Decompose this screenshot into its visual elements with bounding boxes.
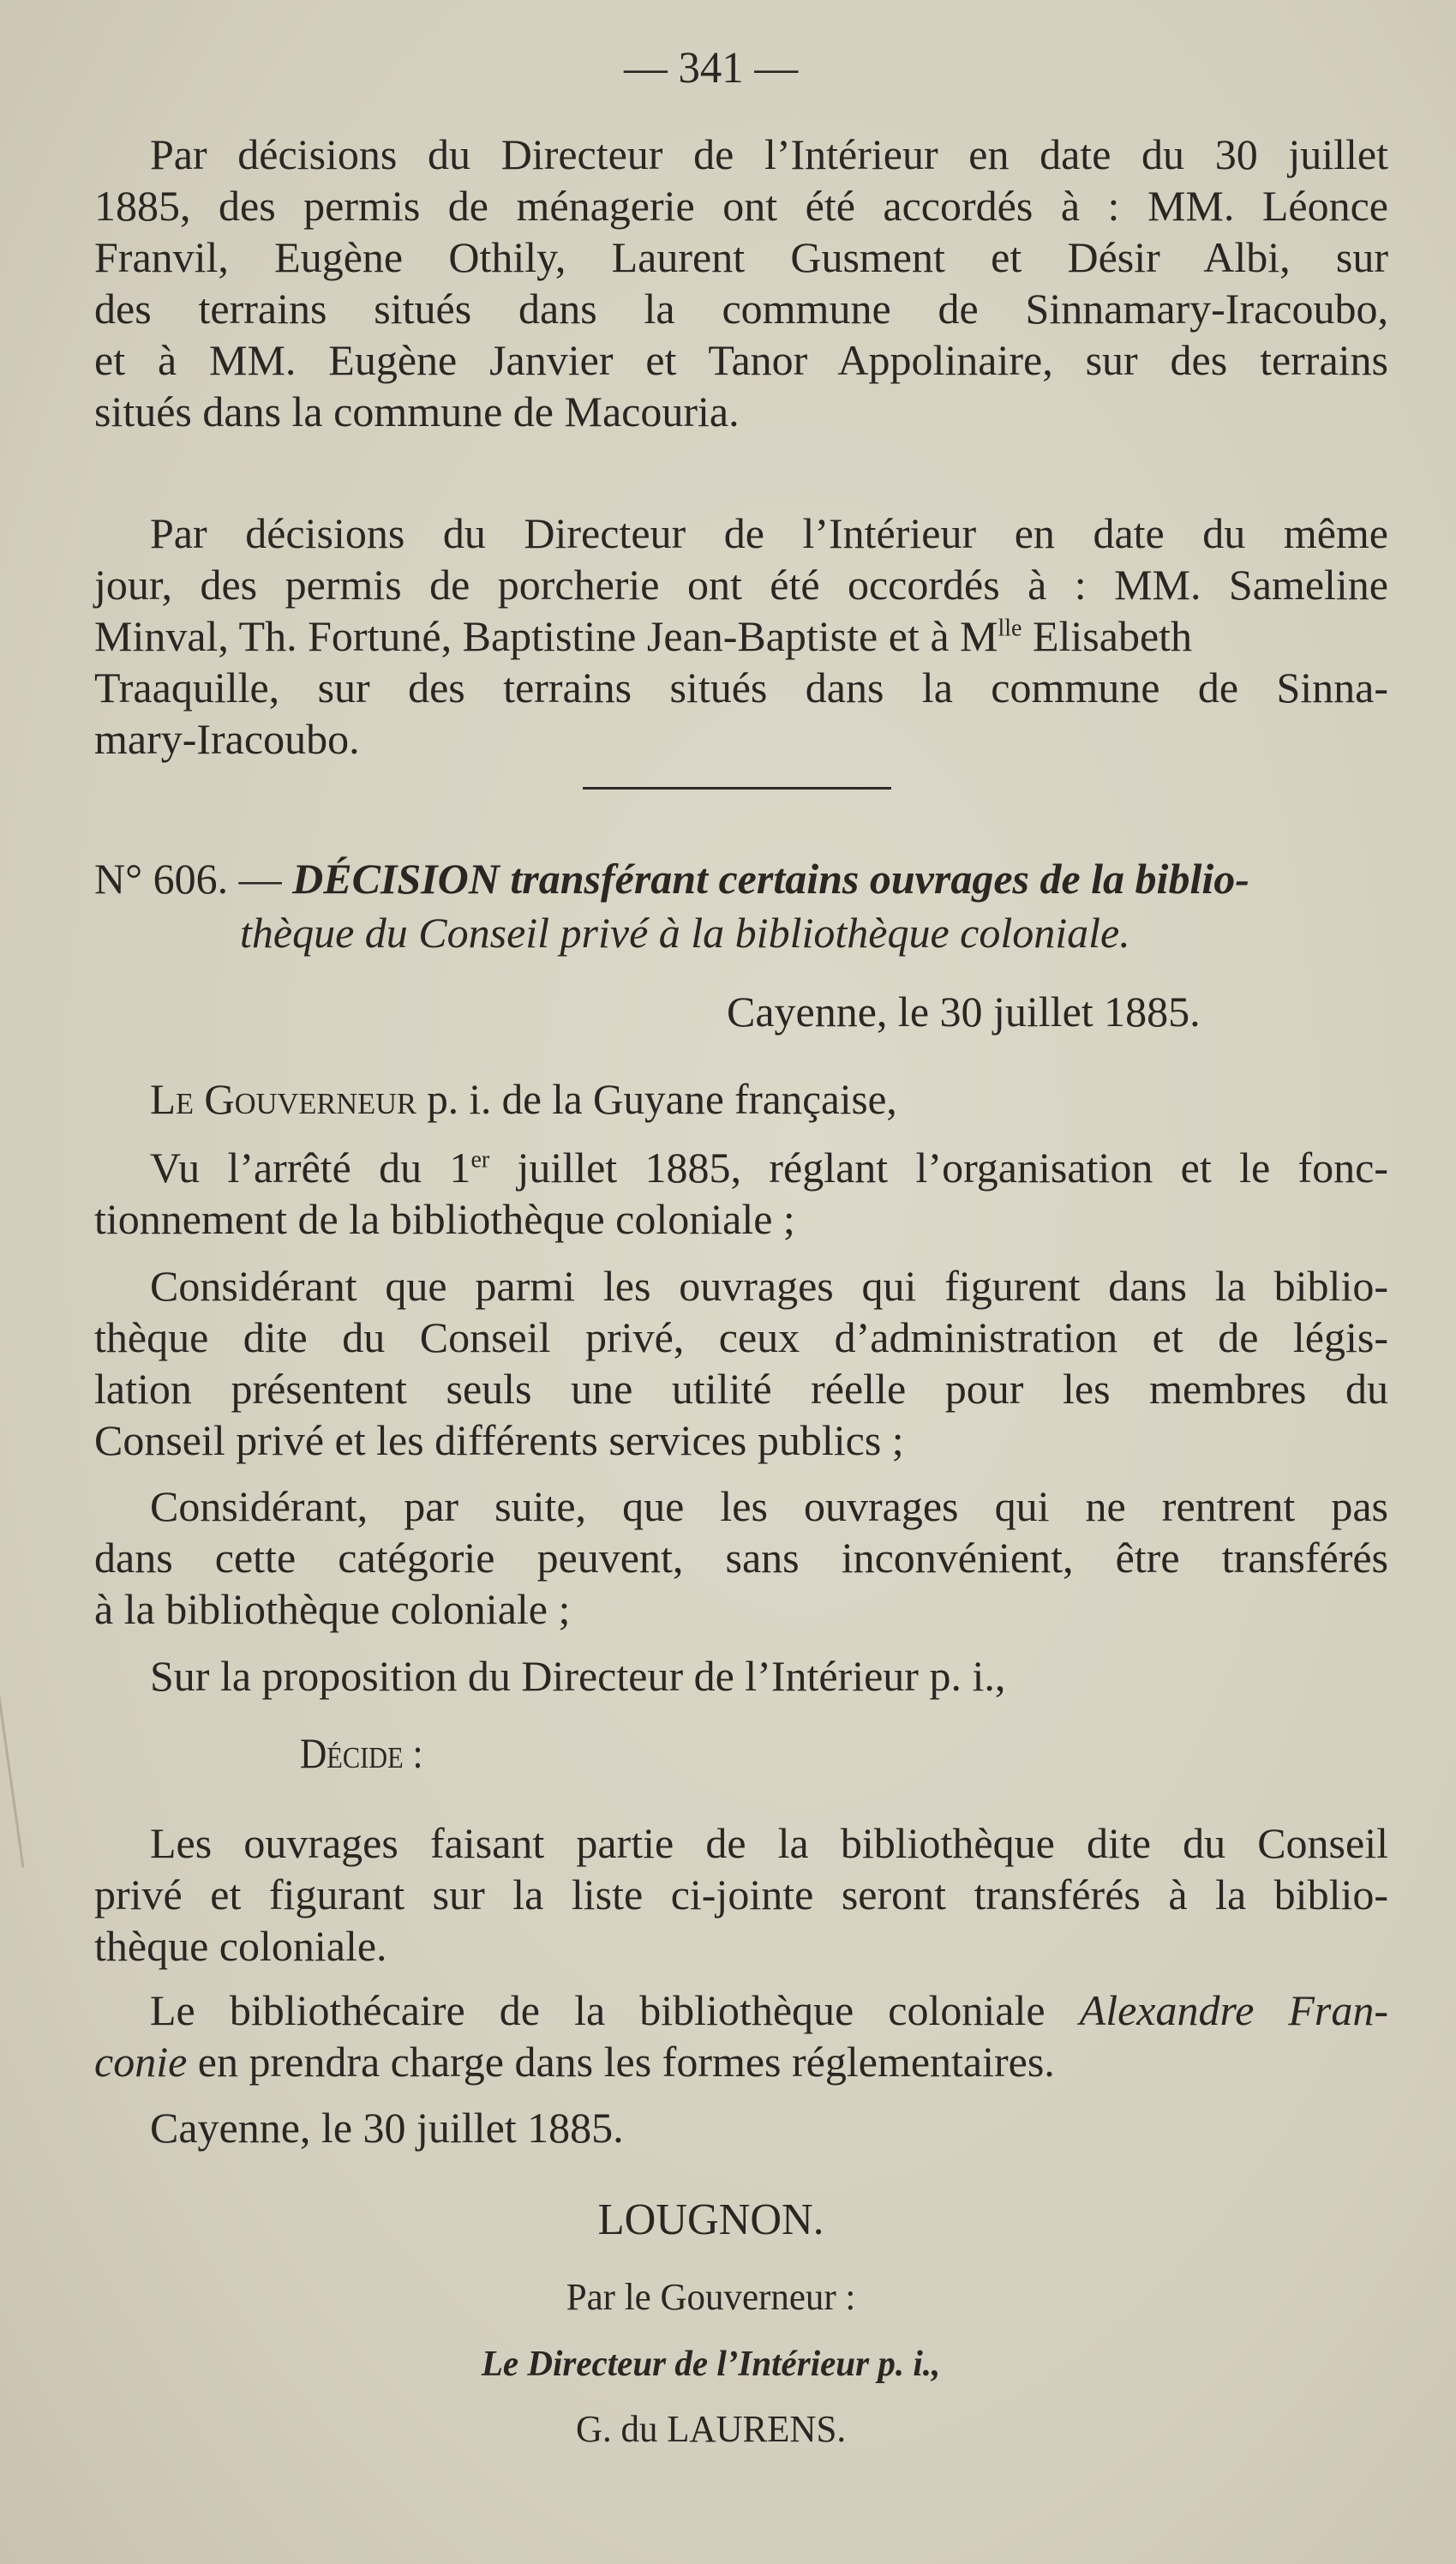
page-number: — 341 — [623, 44, 799, 93]
text-line: Franvil, Eugène Othily, Laurent Gusment et Désir Albi, sur [94, 233, 1388, 281]
text-line: privé et figurant sur la liste ci-jointe seront transférés à la biblio- [94, 1870, 1388, 1918]
person-name: conie [94, 2038, 188, 2086]
text-line: lation présentent seuls une utilité réelle pour les membres du [94, 1365, 1388, 1413]
signature-name-2: G. du LAURENS. [575, 2408, 847, 2450]
text-line: Traaquille, sur des terrains situés dans la commune de Sinna- [94, 664, 1388, 712]
text-line [94, 610, 1388, 662]
text-fragment: Elisabeth [1022, 612, 1193, 660]
signature-par: Par le Gouverneur : [566, 2276, 856, 2318]
decide-label: Décide : [300, 1729, 423, 1777]
superscript: lle [998, 615, 1022, 642]
person-name: Alexandre Fran- [1079, 1986, 1389, 2034]
decision-date: Cayenne, le 30 juillet 1885. [727, 988, 1201, 1036]
text-line: Par décisions du Directeur de l’Intérieur en date du 30 juillet [150, 130, 1388, 178]
text-line: Les ouvrages faisant partie de la bibliothèque dite du Conseil [150, 1819, 1388, 1867]
text-line: Cayenne, le 30 juillet 1885. [150, 2104, 624, 2152]
text-line: thèque coloniale. [94, 1922, 387, 1970]
governor-label: Le Gouverneur [150, 1075, 416, 1123]
section-divider [583, 787, 891, 790]
text-line: situés dans la commune de Macouria. [94, 387, 740, 435]
text-line: mary-Iracoubo. [94, 715, 360, 763]
text-line [94, 2036, 1388, 2087]
text-line: Conseil privé et les différents services publics ; [94, 1416, 904, 1464]
text-line: Considérant, par suite, que les ouvrages qui ne rentrent pas [150, 1482, 1388, 1530]
text-line [150, 1985, 1388, 2036]
text-line: thèque dite du Conseil privé, ceux d’administration et de légis- [94, 1313, 1388, 1361]
text-line: à la bibliothèque coloniale ; [94, 1585, 571, 1633]
text-line: dans cette catégorie peuvent, sans inconvénient, être transférés [94, 1534, 1388, 1582]
signature-role: Le Directeur de l’Intérieur p. i., [481, 2345, 941, 2384]
text-line: tionnement de la bibliothèque coloniale ; [94, 1195, 795, 1243]
decision-title: DÉCISION transférant certains ouvrages de la biblio- [292, 855, 1249, 903]
text-fragment: Le bibliothécaire de la bibliothèque coloniale [150, 1986, 1080, 2034]
superscript: er [470, 1146, 490, 1174]
text-line: Sur la proposition du Directeur de l’Intérieur p. i., [150, 1652, 1006, 1700]
governor-rest: p. i. de la Guyane française, [416, 1075, 897, 1123]
text-line: Par décisions du Directeur de l’Intérieur en date du même [150, 509, 1388, 557]
text-line: et à MM. Eugène Janvier et Tanor Appolinaire, sur des terrains [94, 336, 1388, 384]
text-line: jour, des permis de porcherie ont été occordés à : MM. Sameline [94, 561, 1388, 609]
text-fragment: Minval, Th. Fortuné, Baptistine Jean-Baptiste et à M [94, 612, 998, 660]
text-fragment: en prendra charge dans les formes réglementaires. [187, 2038, 1055, 2086]
decision-title-continued: thèque du Conseil privé à la bibliothèque coloniale. [240, 909, 1130, 957]
decision-number: N° 606. — [94, 855, 293, 903]
text-fragment: juillet 1885, réglant l’organisation et le fonc- [489, 1144, 1389, 1192]
text-line: 1885, des permis de ménagerie ont été accordés à : MM. Léonce [94, 182, 1388, 230]
text-fragment: Vu l’arrêté du 1 [150, 1144, 471, 1192]
decision-heading [94, 853, 1388, 904]
signature-name: LOUGNON. [597, 2195, 824, 2244]
text-line: Considérant que parmi les ouvrages qui figurent dans la biblio- [150, 1262, 1388, 1310]
governor-line [150, 1073, 1422, 1125]
text-line [150, 1142, 1388, 1193]
paper-edge-mark [0, 1630, 24, 1868]
text-line: des terrains situés dans la commune de Sinnamary-Iracoubo, [94, 285, 1388, 333]
